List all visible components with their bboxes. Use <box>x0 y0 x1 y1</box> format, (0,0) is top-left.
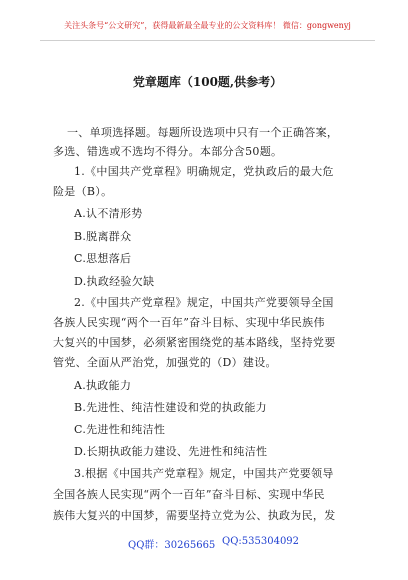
header-divider <box>40 40 375 41</box>
question-2-line-2: 各族人民实现“两个一百年”奋斗目标、实现中华民族伟 <box>53 316 325 329</box>
question-1-option-b: B.脱离群众 <box>74 230 132 243</box>
footer-qq-group: QQ群：30265665 <box>128 540 216 551</box>
section-heading-line-1: 一、单项选择题。每题所设选项中只有一个正确答案， <box>67 126 339 139</box>
section-heading-line-2: 多选、错选或不选均不得分。本部分含50题。 <box>53 145 283 158</box>
question-1-line-1: 1.《中国共产党章程》明确规定，党执政后的最大危 <box>74 165 334 178</box>
question-2-option-d: D.长期执政能力建设、先进性和纯洁性 <box>74 445 268 458</box>
question-1-option-c: C.思想落后 <box>74 252 132 265</box>
question-1-option-d: D.执政经验欠缺 <box>74 275 155 288</box>
question-3-line-3: 族伟大复兴的中国梦，需要坚持立党为公、执政为民，发 <box>53 509 336 522</box>
question-2-line-3: 大复兴的中国梦，必须紧密围绕党的基本路线，坚持党要 <box>53 336 336 349</box>
header-banner: 关注头条号“公文研究”，获得最新最全最专业的公文资料库！ 微信：gongwenyj <box>64 21 351 30</box>
question-3-line-1: 3.根据《中国共产党章程》规定，中国共产党要领导 <box>74 467 334 480</box>
question-1-option-a: A.认不清形势 <box>74 207 143 220</box>
question-2-line-4: 管党、全面从严治党，加强党的（D）建设。 <box>53 356 277 369</box>
question-2-option-c: C.先进性和纯洁性 <box>74 423 166 436</box>
question-1-line-2: 险是（B）。 <box>53 185 113 198</box>
question-3-line-2: 全国各族人民实现“两个一百年”奋斗目标、实现中华民 <box>53 488 325 501</box>
footer-qq-contact: QQ:535304092 <box>222 536 300 547</box>
question-2-line-1: 2.《中国共产党章程》规定，中国共产党要领导全国 <box>74 296 334 309</box>
question-2-option-a: A.执政能力 <box>74 379 132 392</box>
document-title: 党章题库（100题,供参考） <box>132 75 283 89</box>
question-2-option-b: B.先进性、纯洁性建设和党的执政能力 <box>74 401 267 414</box>
